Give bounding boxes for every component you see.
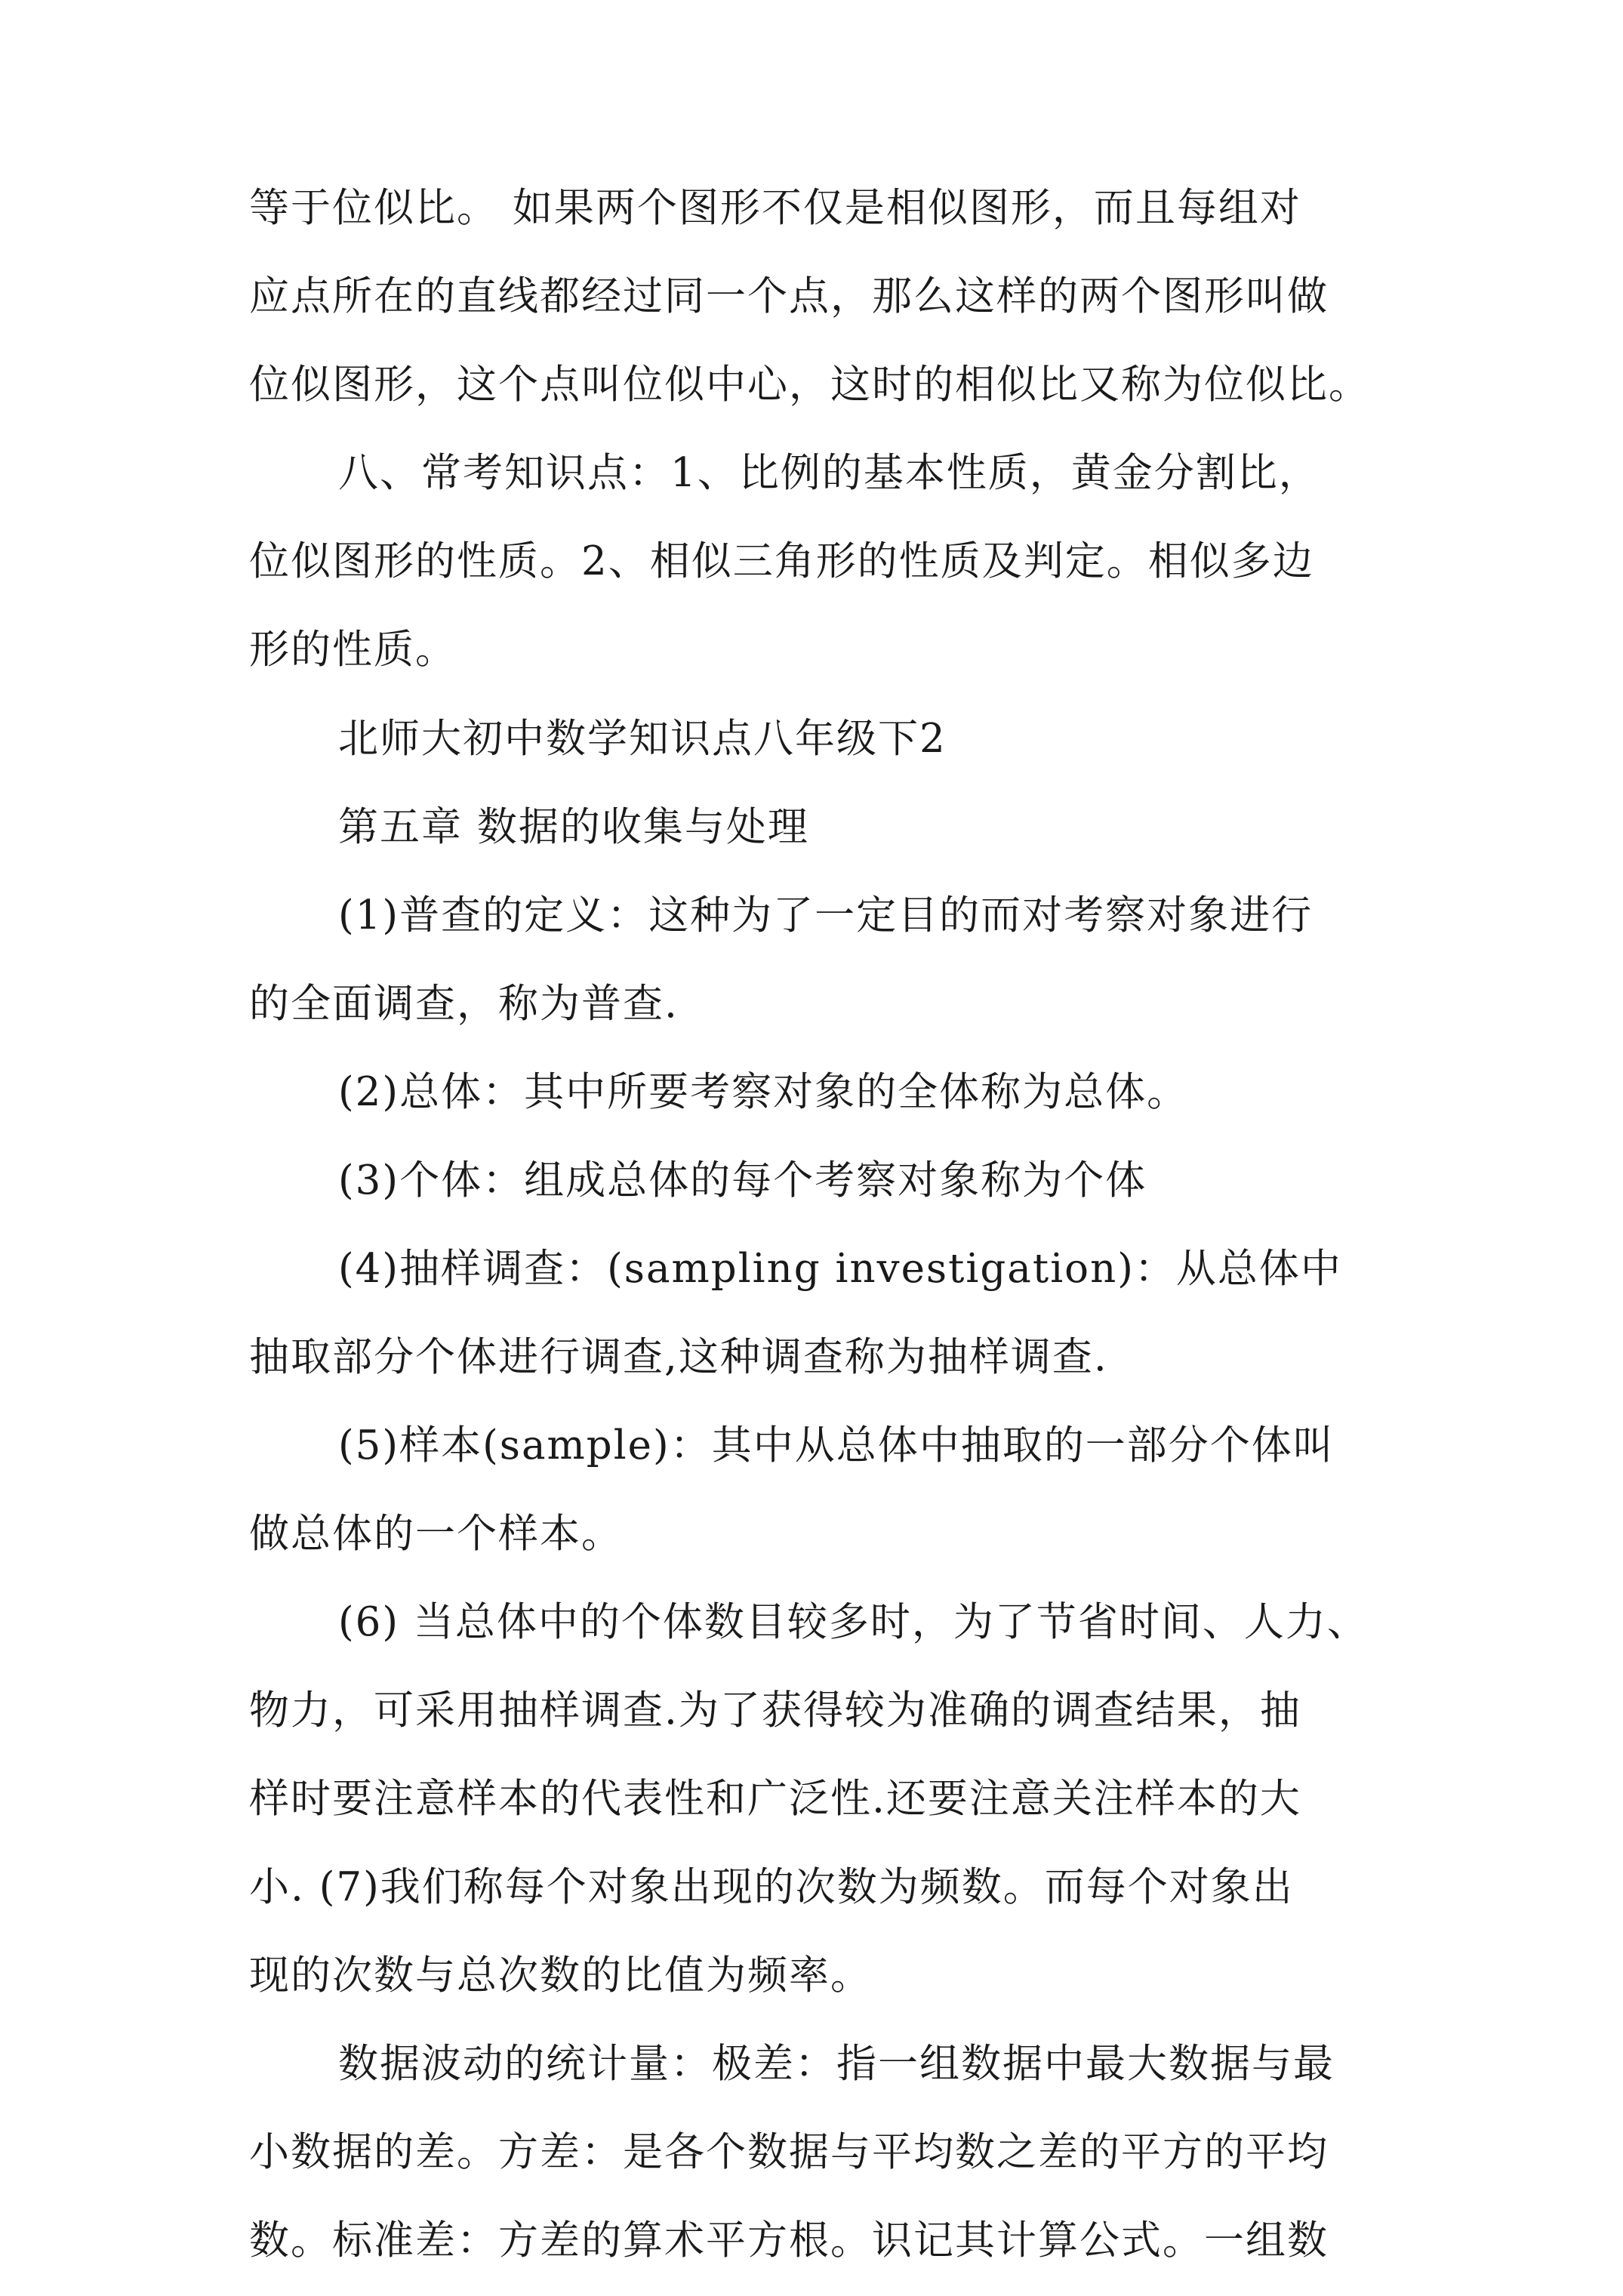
text-line-12: (3)个体：组成总体的每个考察对象称为个体 (338, 1157, 1147, 1203)
text-line-15: (5)样本(sample)：其中从总体中抽取的一部分个体叫 (338, 1422, 1335, 1469)
text-line-5: 位似图形的性质。2、相似三角形的性质及判定。相似多边 (249, 538, 1314, 584)
text-line-1: 等于位似比。 如果两个图形不仅是相似图形，而且每组对 (249, 185, 1301, 231)
text-line-14: 抽取部分个体进行调查,这种调查称为抽样调查. (249, 1334, 1108, 1380)
text-line-17: (6) 当总体中的个体数目较多时，为了节省时间、人力、 (338, 1599, 1369, 1645)
text-line-9: (1)普查的定义：这种为了一定目的而对考察对象进行 (338, 892, 1313, 938)
section-heading: 北师大初中数学知识点八年级下2 (338, 716, 947, 762)
chapter-heading: 第五章 数据的收集与处理 (338, 804, 809, 850)
text-line-19: 样时要注意样本的代表性和广泛性.还要注意关注样本的大 (249, 1776, 1301, 1822)
text-line-23: 小数据的差。方差：是各个数据与平均数之差的平方的平均 (249, 2129, 1329, 2175)
text-line-11: (2)总体：其中所要考察对象的全体称为总体。 (338, 1069, 1189, 1115)
text-line-13: (4)抽样调查：(sampling investigation)：从总体中 (338, 1246, 1342, 1292)
text-line-6: 形的性质。 (249, 627, 457, 673)
text-line-2: 应点所在的直线都经过同一个点，那么这样的两个图形叫做 (249, 273, 1329, 319)
text-line-16: 做总体的一个样本。 (249, 1511, 623, 1557)
text-line-22: 数据波动的统计量：极差：指一组数据中最大数据与最 (338, 2041, 1335, 2087)
text-line-20: 小. (7)我们称每个对象出现的次数为频数。而每个对象出 (249, 1864, 1294, 1910)
text-line-4: 八、常考知识点：1、比例的基本性质，黄金分割比， (338, 450, 1320, 496)
text-line-24: 数。标准差：方差的算术平方根。识记其计算公式。一组数 (249, 2217, 1329, 2264)
text-line-18: 物力，可采用抽样调查.为了获得较为准确的调查结果，抽 (249, 1687, 1301, 1734)
text-line-10: 的全面调查，称为普查. (249, 981, 679, 1027)
text-line-21: 现的次数与总次数的比值为频率。 (249, 1952, 872, 1999)
text-line-3: 位似图形，这个点叫位似中心，这时的相似比又称为位似比。 (249, 362, 1370, 408)
